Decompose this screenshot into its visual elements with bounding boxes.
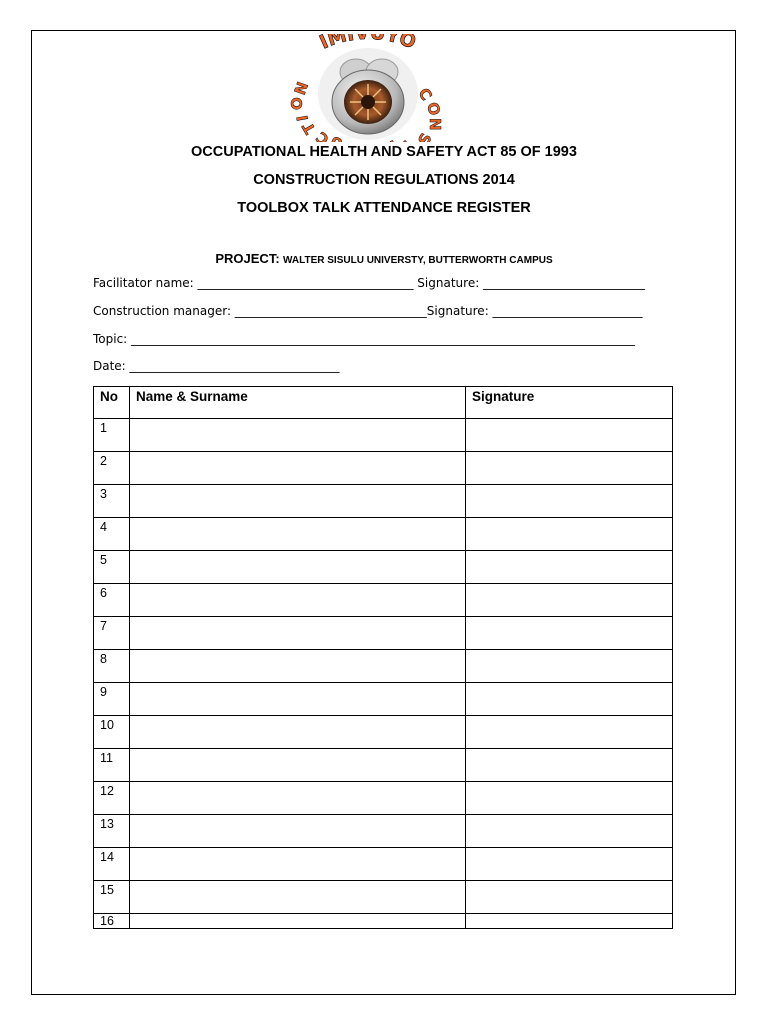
signature-cell[interactable] [466, 419, 673, 452]
signature-cell[interactable] [466, 815, 673, 848]
svg-text:O: O [423, 100, 444, 118]
table-header-row [94, 387, 673, 419]
signature-cell[interactable] [466, 881, 673, 914]
name-cell[interactable] [130, 419, 466, 452]
name-cell[interactable] [130, 716, 466, 749]
table-row [94, 617, 673, 650]
construction-manager-line: Construction manager: ________________________________Signature: _________________________ [93, 304, 643, 318]
table-row [94, 881, 673, 914]
project-line [0, 251, 768, 266]
table-row [94, 716, 673, 749]
table-row [94, 914, 673, 929]
name-cell[interactable] [130, 617, 466, 650]
header-signature: Signature [466, 387, 673, 419]
signature-cell[interactable] [466, 551, 673, 584]
heading-register: TOOLBOX TALK ATTENDANCE REGISTER [237, 200, 531, 216]
row-number: 6 [94, 584, 130, 617]
row-number: 8 [94, 650, 130, 683]
table-row [94, 551, 673, 584]
svg-text:I: I [293, 113, 312, 123]
name-cell[interactable] [130, 650, 466, 683]
row-number: 1 [94, 419, 130, 452]
signature-cell[interactable] [466, 518, 673, 551]
heading-act: OCCUPATIONAL HEALTH AND SAFETY ACT 85 OF 1993 [191, 144, 577, 160]
name-cell[interactable] [130, 452, 466, 485]
table-row [94, 815, 673, 848]
company-logo [252, 34, 484, 142]
name-cell[interactable] [130, 815, 466, 848]
name-cell[interactable] [130, 551, 466, 584]
row-number: 14 [94, 848, 130, 881]
name-cell[interactable] [130, 518, 466, 551]
date-line: Date: ___________________________________ [93, 359, 340, 373]
svg-text:C: C [312, 127, 333, 142]
name-cell[interactable] [130, 485, 466, 518]
row-number: 12 [94, 782, 130, 815]
table-row [94, 518, 673, 551]
svg-text:S: S [413, 130, 435, 142]
header-no: No [94, 387, 130, 419]
signature-cell[interactable] [466, 848, 673, 881]
heading-regulations: CONSTRUCTION REGULATIONS 2014 [253, 172, 515, 188]
logo-text-top: IMI YO [316, 34, 420, 54]
svg-text:N: N [290, 79, 313, 98]
row-number: 13 [94, 815, 130, 848]
svg-text:C: C [414, 85, 436, 104]
row-number: 9 [94, 683, 130, 716]
svg-text:T: T [298, 119, 320, 137]
name-cell[interactable] [130, 683, 466, 716]
name-cell[interactable] [130, 848, 466, 881]
attendance-table [93, 386, 673, 929]
table-row [94, 485, 673, 518]
project-value: WALTER SISULU UNIVERSTY, BUTTERWORTH CAMPUS [283, 255, 553, 266]
signature-cell[interactable] [466, 716, 673, 749]
signature-cell[interactable] [466, 584, 673, 617]
signature-cell[interactable] [466, 782, 673, 815]
signature-cell[interactable] [466, 914, 673, 929]
row-number: 11 [94, 749, 130, 782]
name-cell[interactable] [130, 782, 466, 815]
project-label: PROJECT: [215, 251, 280, 266]
table-row [94, 650, 673, 683]
topic-line: Topic: ____________________________________________________________________________________ [93, 332, 636, 346]
name-cell[interactable] [130, 881, 466, 914]
svg-text:N: N [426, 118, 444, 131]
row-number: 5 [94, 551, 130, 584]
svg-text:T [397, 135, 417, 142]
row-number: 16 [94, 914, 130, 929]
name-cell[interactable] [130, 749, 466, 782]
row-number: 15 [94, 881, 130, 914]
svg-text:O: O [288, 97, 306, 110]
signature-cell[interactable] [466, 452, 673, 485]
row-number: 2 [94, 452, 130, 485]
signature-cell[interactable] [466, 749, 673, 782]
table-row [94, 683, 673, 716]
table-row [94, 419, 673, 452]
table-row [94, 782, 673, 815]
table-row [94, 848, 673, 881]
row-number: 10 [94, 716, 130, 749]
name-cell[interactable] [130, 584, 466, 617]
row-number: 4 [94, 518, 130, 551]
row-number: 3 [94, 485, 130, 518]
signature-cell[interactable] [466, 485, 673, 518]
table-row [94, 749, 673, 782]
signature-cell[interactable] [466, 617, 673, 650]
table-row [94, 584, 673, 617]
signature-cell[interactable] [466, 683, 673, 716]
table-row [94, 452, 673, 485]
row-number: 7 [94, 617, 130, 650]
header-name: Name & Surname [130, 387, 466, 419]
facilitator-line: Facilitator name: ____________________________________ Signature: ___________________________ [93, 276, 646, 290]
name-cell[interactable] [130, 914, 466, 929]
signature-cell[interactable] [466, 650, 673, 683]
